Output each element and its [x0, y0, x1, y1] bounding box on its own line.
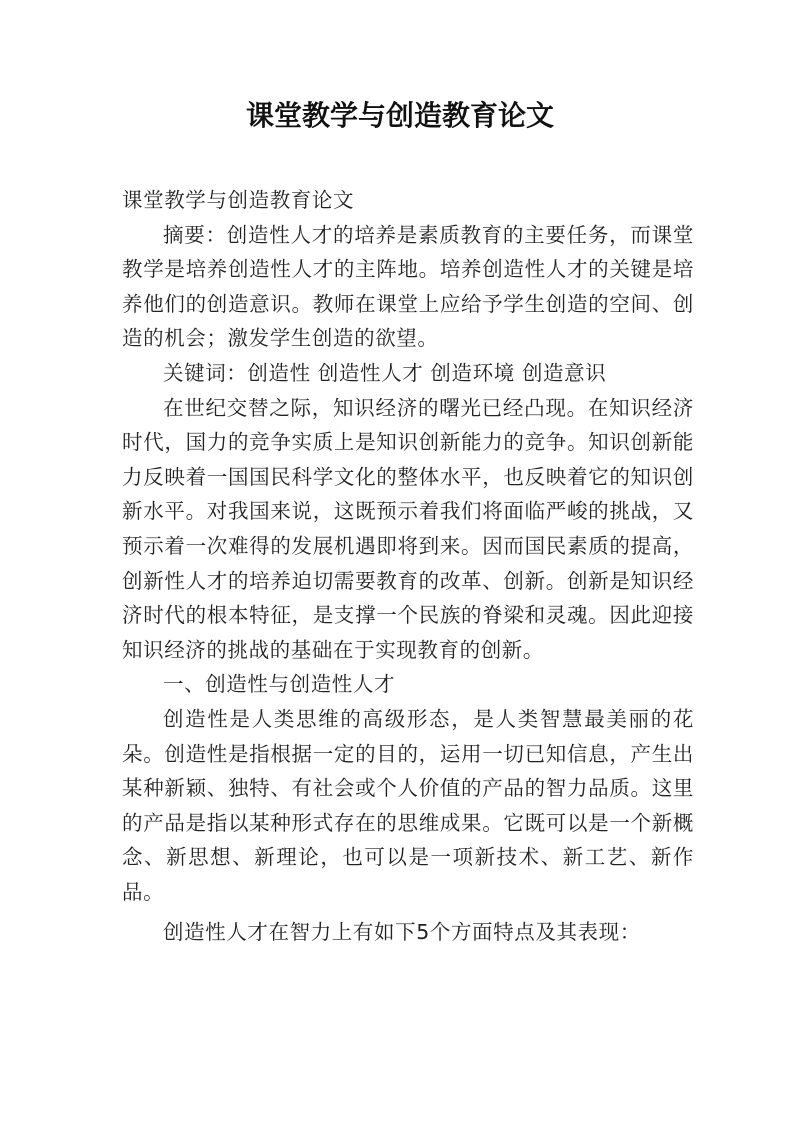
paragraph-heading-repeat: 课堂教学与创造教育论文	[122, 188, 355, 212]
paragraph-abstract: 摘要：创造性人才的培养是素质教育的主要任务，而课堂教学是培养创造性人才的主阵地。培养创造性人才的关键是培养他们的创造意识。教师在课堂上应给予学生创造的空间、创造的机会；激发学生创造的欲望。	[122, 222, 694, 351]
paragraph-talent-traits: 创造性人才在智力上有如下5个方面特点及其表现：	[163, 920, 641, 945]
document-body	[122, 183, 694, 950]
paragraph-intro: 在世纪交替之际，知识经济的曙光已经凸现。在知识经济时代，国力的竞争实质上是知识创新能力的竞争。知识创新能力反映着一国国民科学文化的整体水平，也反映着它的知识创新水平。对我国来说，这既预示着我们将面临严峻的挑战，又预示着一次难得的发展机遇即将到来。因而国民素质的提高，创新性人才的培养迫切需要教育的改革、创新。创新是知识经济时代的根本特征，是支撑一个民族的脊梁和灵魂。因此迎接知识经济的挑战的基础在于实现教育的创新。	[122, 395, 694, 662]
paragraph-keywords: 关键词：创造性 创造性人才 创造环境 创造意识	[163, 360, 607, 385]
document-title: 课堂教学与创造教育论文	[245, 99, 554, 132]
paragraph-creativity-definition: 创造性是人类思维的高级形态，是人类智慧最美丽的花朵。创造性是指根据一定的目的，运用一切已知信息，产生出某种新颖、独特、有社会或个人价值的产品的智力品质。这里的产品是指以某种形式存在的思维成果。它既可以是一个新概念、新思想、新理论，也可以是一项新技术、新工艺、新作品。	[122, 706, 694, 904]
section-heading-1: 一、创造性与创造性人才	[163, 672, 396, 697]
